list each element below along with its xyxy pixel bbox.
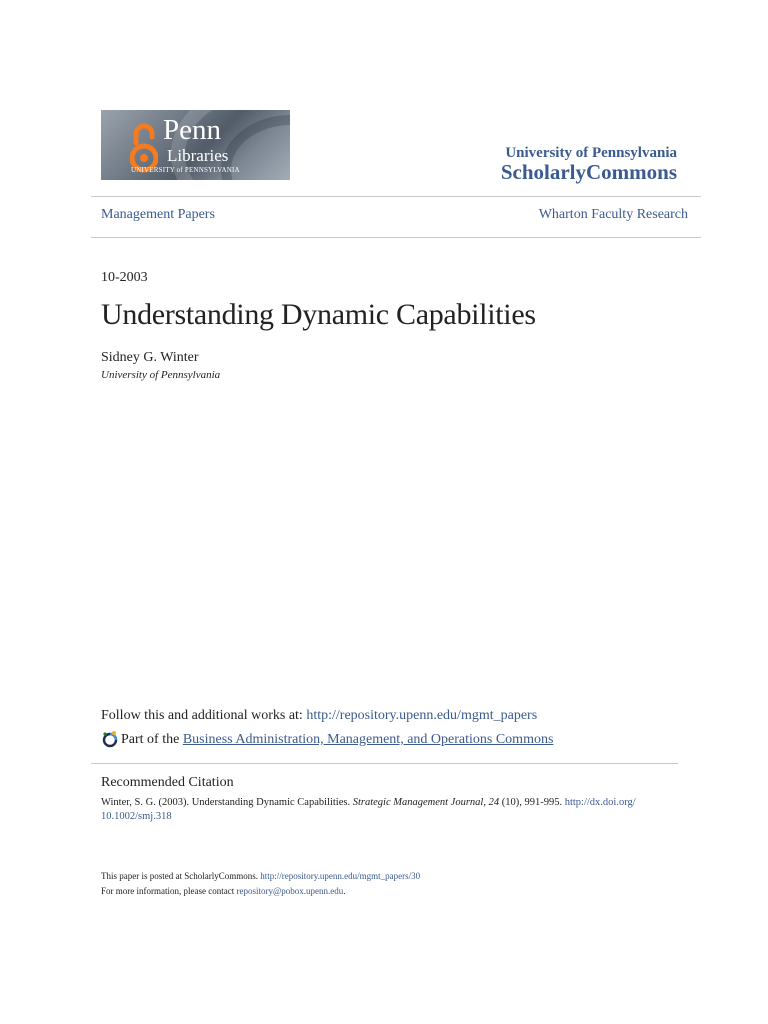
paper-title: Understanding Dynamic Capabilities xyxy=(101,298,536,331)
citation-text-before: Winter, S. G. (2003). Understanding Dynamic Capabilities. xyxy=(101,797,353,808)
wharton-faculty-research-link[interactable]: Wharton Faculty Research xyxy=(538,207,688,222)
follow-works-line xyxy=(101,708,537,724)
logo-libraries-text: Libraries xyxy=(167,146,229,165)
penn-libraries-logo[interactable] xyxy=(101,110,290,180)
scholarly-commons-link[interactable]: ScholarlyCommons xyxy=(500,160,677,184)
citation-divider xyxy=(91,763,678,764)
part-of-prefix: Part of the xyxy=(121,732,183,747)
logo-university-text: UNIVERSITY of PENNSYLVANIA xyxy=(131,166,240,174)
paper-url-link[interactable]: http://repository.upenn.edu/mgmt_papers/30 xyxy=(260,871,421,881)
citation-text-after: (10), 991-995. xyxy=(499,797,565,808)
business-admin-commons-link[interactable]: Business Administration, Management, and Operations Commons xyxy=(182,732,554,747)
follow-prefix: Follow this and additional works at: xyxy=(101,708,307,723)
posted-line xyxy=(101,871,420,881)
posted-prefix: This paper is posted at ScholarlyCommons. xyxy=(101,871,261,881)
contact-suffix: . xyxy=(343,886,346,896)
citation-text xyxy=(101,796,661,824)
network-commons-icon xyxy=(101,730,119,748)
doi-link-part1[interactable]: http://dx.doi.org/ xyxy=(564,797,636,808)
recommended-citation-heading: Recommended Citation xyxy=(101,775,234,790)
author-name: Sidney G. Winter xyxy=(101,350,199,365)
contact-line xyxy=(101,886,346,896)
university-name-link[interactable]: University of Pennsylvania xyxy=(505,145,677,161)
mgmt-papers-url-link[interactable]: http://repository.upenn.edu/mgmt_papers xyxy=(306,708,538,723)
contact-email-link[interactable]: repository@pobox.upenn.edu xyxy=(236,886,344,896)
nav-divider xyxy=(91,237,701,238)
author-affiliation: University of Pennsylvania xyxy=(101,369,221,381)
publication-date: 10-2003 xyxy=(101,270,148,285)
header-divider xyxy=(91,196,701,197)
logo-penn-text: Penn xyxy=(163,114,221,146)
citation-journal: Strategic Management Journal, 24 xyxy=(352,797,500,808)
part-of-line xyxy=(101,731,553,749)
management-papers-link[interactable]: Management Papers xyxy=(101,207,215,222)
doi-link-part2[interactable]: 10.1002/smj.318 xyxy=(101,811,172,822)
contact-prefix: For more information, please contact xyxy=(101,886,237,896)
